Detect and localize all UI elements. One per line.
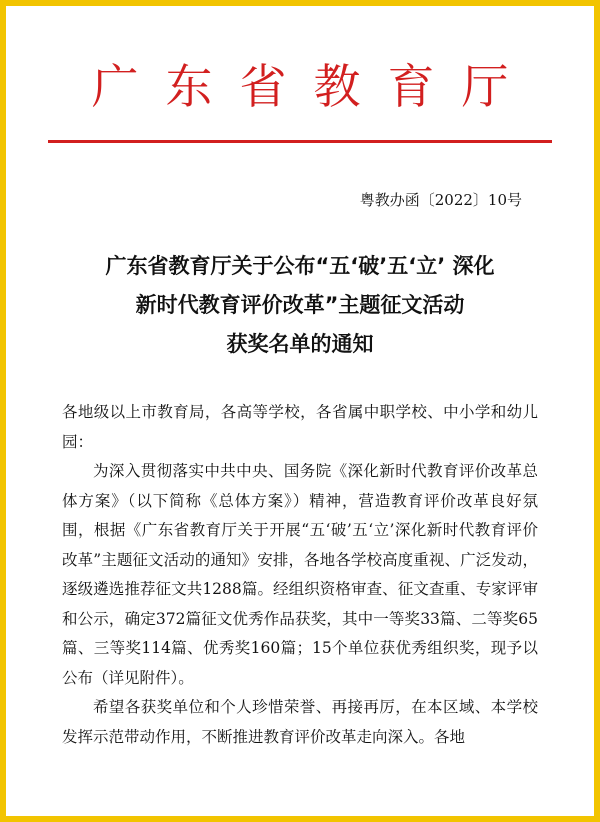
notice-title: [36, 247, 564, 364]
salutation: 各地级以上市教育局，各高等学校，各省属中职学校、中小学和幼儿园：: [62, 403, 538, 451]
masthead-title: 广东省教育厅: [91, 60, 536, 115]
masthead-red-line: [48, 140, 552, 143]
body-paragraph: 为深入贯彻落实中共中央、国务院《深化新时代教育评价改革总体方案》（以下简称《总体方案》）精神，营造教育评价改革良好氛围，根据《广东省教育厅关于开展“五‘破’五‘立’深化新时代教育评价改革”主题征文活动的通知》安排，各地各学校高度重视、广泛发动，逐级遴选推荐征文共1288篇。经组织资格审查、征文查重、专家评审和公示，确定372篇征文优秀作品获奖，其中一等奖33篇、二等奖65篇、三等奖114篇、优秀奖160篇；15个单位获优秀组织奖，现予以公布（详见附件）。: [62, 462, 538, 687]
document-number: 粤教办函〔2022〕10号: [359, 191, 522, 209]
body-paragraph: 希望各获奖单位和个人珍惜荣誉、再接再厉，在本区域、本学校发挥示范带动作用，不断推进教育评价改革走向深入。各地: [62, 698, 538, 746]
notice-title-line: 广东省教育厅关于公布“五‘破’五‘立’ 深化: [105, 254, 495, 278]
notice-title-line: 获奖名单的通知: [226, 332, 374, 356]
document-page: [6, 6, 594, 816]
notice-title-line: 新时代教育评价改革”主题征文活动: [135, 293, 465, 317]
notice-body: [62, 398, 538, 752]
